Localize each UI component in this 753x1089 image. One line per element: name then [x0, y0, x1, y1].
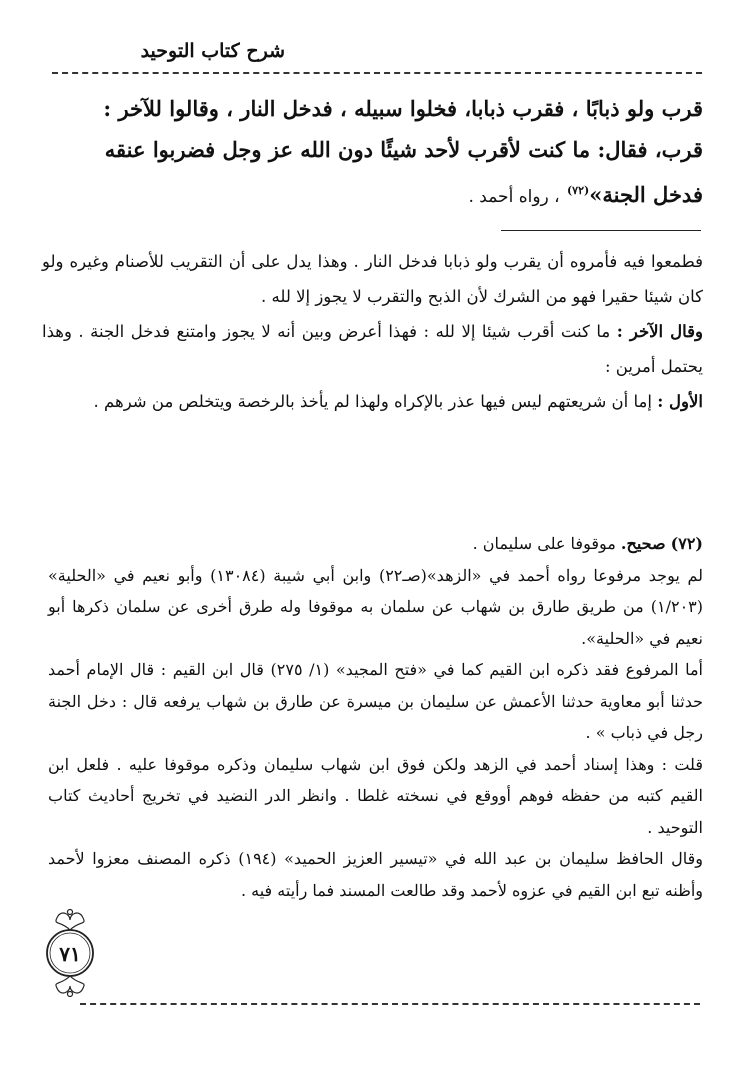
section-separator	[501, 230, 701, 231]
paragraph-lead: وقال الآخر :	[616, 322, 704, 341]
hadith-text	[40, 88, 703, 218]
page-number-ornament	[40, 906, 100, 1000]
hadith-line	[40, 170, 703, 218]
footnote-paragraph: لم يوجد مرفوعا رواه أحمد في «الزهد»(صـ٢٢) وابن أبي شيبة (١٣٠٨٤) وأبو نعيم في «الحلية» (١/٢٠٣) من طريق طارق بن شهاب عن سلمان به موقوفا وله طرق أخرى عن سلمان ذكرها أبو نعيم في «الحلية».	[48, 565, 703, 648]
commentary-paragraph	[42, 384, 703, 419]
footnote-paragraph: أما المرفوع فقد ذكره ابن القيم كما في «فتح المجيد» (١/ ٢٧٥) قال ابن القيم : قال الإمام أحمد حدثنا أبو معاوية حدثنا الأعمش عن سليمان بن ميسرة عن طارق بن شهاب يرفعه قال : دخل الجنة رجل في ذباب » .	[48, 660, 703, 742]
footnote-heading-text: موقوفا على سليمان .	[472, 534, 621, 553]
footnote-paragraph: قلت : وهذا إسناد أحمد في الزهد ولكن فوق ابن شهاب سليمان وذكره موقوفا عليه . فلعل ابن القيم كتبه من حفظه فوهم أووقع في نسخته غلطا . وانظر الدر النضيد في تخريج أحاديث كتاب التوحيد .	[48, 754, 703, 837]
page-number: ٧١	[59, 942, 81, 966]
hadith-line: قرب، فقال: ما كنت لأقرب لأحد شيئًا دون الله عز وجل فضربوا عنقه	[104, 137, 703, 162]
commentary-paragraph: فطمعوا فيه فأمروه أن يقرب ولو ذبابا فدخل النار . وهذا يدل على أن التقريب للأصنام وغيره ولو كان شيئا حقيرا فهو من الشرك لأن الذبح والتقرب لا يجوز إلا لله .	[42, 252, 703, 306]
hadith-line-bold: فدخل الجنة»	[589, 182, 703, 207]
commentary-paragraph	[42, 314, 703, 384]
paragraph-lead: الأول :	[657, 392, 703, 411]
hadith-source: ، رواه أحمد .	[468, 187, 560, 207]
commentary	[42, 244, 703, 419]
header-rule	[52, 72, 702, 74]
paragraph-body: إما أن شريعتهم ليس فيها عذر بالإكراه ولهذا لم يأخذ بالرخصة ويتخلص من شرهم .	[93, 392, 658, 411]
running-header-title: شرح كتاب التوحيد	[140, 40, 285, 62]
footer-rule	[80, 1003, 700, 1005]
footnote-heading	[48, 528, 703, 560]
footnote-paragraph: وقال الحافظ سليمان بن عبد الله في «تيسير العزيز الحميد» (١٩٤) ذكره المصنف معزوا لأحمد وأظنه تبع ابن القيم في عزوه لأحمد وقد طالعت المسند فما رأيته فيه .	[48, 849, 704, 900]
footnote-grade: صحيح.	[620, 534, 666, 553]
paragraph-body: ما كنت أقرب شيئا إلا لله : فهذا أعرض وبين أنه لا يجوز وامتنع فدخل الجنة . وهذا يحتمل أمرين :	[42, 322, 703, 376]
hadith-line: قرب ولو ذبابًا ، فقرب ذبابا، فخلوا سبيله ، فدخل النار ، وقالوا للآخر :	[103, 96, 703, 121]
footnotes	[48, 528, 703, 906]
footnote-ref: (٧٢)	[566, 184, 590, 197]
footnote-number: (٧٢)	[670, 534, 703, 553]
